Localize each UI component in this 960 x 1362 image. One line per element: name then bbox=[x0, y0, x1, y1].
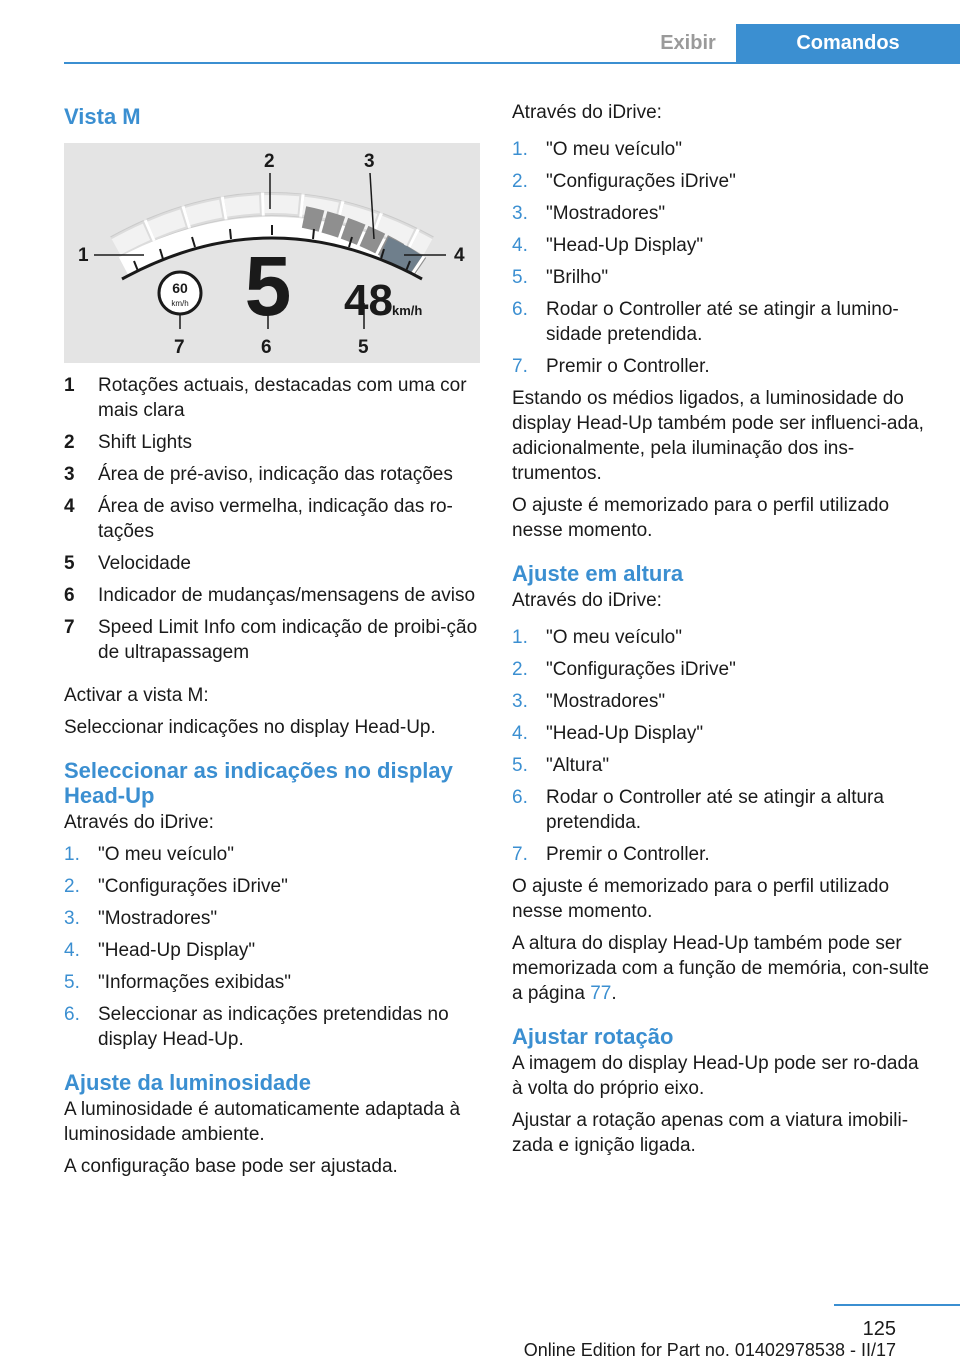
list-item: 3. "Mostradores" bbox=[512, 203, 666, 224]
list-item: 1. "O meu veículo" bbox=[512, 139, 682, 160]
callout-4: 4 bbox=[454, 245, 465, 266]
list-item: 6. Rodar o Controller até se atingir a altura pretendida. bbox=[512, 787, 884, 833]
via-idrive: Através do iDrive: bbox=[512, 590, 662, 611]
page-link-77[interactable]: 77 bbox=[590, 983, 612, 1004]
speed-value: 48 bbox=[344, 276, 393, 325]
list-item: 2. "Configurações iDrive" bbox=[64, 876, 288, 897]
header-rule bbox=[64, 62, 960, 64]
medios-note: Estando os médios ligados, a luminosidade do display Head-Up também pode ser influenci‐ada, adicionalmente, pela iluminação dos ins‐trumentos. bbox=[512, 388, 924, 484]
list-item: 6. Rodar o Controller até se atingir a lumino‐sidade pretendida. bbox=[512, 299, 899, 345]
legend-item: 1 Rotações actuais, destacadas com uma cor mais clara bbox=[64, 375, 467, 421]
memo-note: O ajuste é memorizado para o perfil utilizado nesse momento. bbox=[512, 495, 890, 541]
callout-5: 5 bbox=[358, 337, 369, 358]
list-item: 6. Seleccionar as indicações pretendidas no display Head-Up. bbox=[64, 1004, 449, 1050]
altura-memory-note: A altura do display Head-Up também pode ser memorizada com a função de memória, con‐sulte a página 77. bbox=[512, 933, 930, 1004]
edition-note: Online Edition for Part no. 01402978538 - II/17 bbox=[523, 1340, 896, 1360]
tab-exibir[interactable]: Exibir bbox=[640, 24, 736, 62]
speed-limit-unit: km/h bbox=[171, 299, 189, 308]
legend-item: 4 Área de aviso vermelha, indicação das ro‐tações bbox=[64, 496, 453, 542]
legend-item: 2 Shift Lights bbox=[64, 432, 192, 453]
list-item: 5. "Brilho" bbox=[512, 267, 609, 288]
list-item: 2. "Configurações iDrive" bbox=[512, 171, 736, 192]
legend-item: 7 Speed Limit Info com indicação de proibi‐ção de ultrapassagem bbox=[64, 617, 478, 663]
activar-label: Activar a vista M: bbox=[64, 685, 209, 706]
via-idrive: Através do iDrive: bbox=[512, 102, 662, 123]
legend-item: 5 Velocidade bbox=[64, 553, 191, 574]
page-number: 125 bbox=[862, 1318, 896, 1340]
right-column bbox=[512, 100, 930, 1165]
via-idrive: Através do iDrive: bbox=[64, 812, 214, 833]
steps-seleccionar bbox=[64, 842, 482, 1052]
list-item: 1. "O meu veículo" bbox=[64, 844, 234, 865]
luminosidade-auto: A luminosidade é automaticamente adaptada à luminosidade ambiente. bbox=[64, 1099, 461, 1145]
callout-6: 6 bbox=[261, 337, 272, 358]
speed-limit-value: 60 bbox=[172, 280, 188, 296]
luminosidade-base: A configuração base pode ser ajustada. bbox=[64, 1156, 398, 1177]
rotacao-condition: Ajustar a rotação apenas com a viatura imobili‐zada e ignição ligada. bbox=[512, 1110, 909, 1156]
legend-item: 3 Área de pré-aviso, indicação das rotações bbox=[64, 464, 453, 485]
callout-3: 3 bbox=[364, 151, 375, 172]
title-rotacao: Ajustar rotação bbox=[512, 1024, 674, 1049]
callout-7: 7 bbox=[174, 337, 185, 358]
speed-unit: km/h bbox=[392, 303, 423, 318]
footer-rule bbox=[834, 1304, 960, 1306]
list-item: 2. "Configurações iDrive" bbox=[512, 659, 736, 680]
hud-illustration bbox=[64, 143, 480, 363]
list-item: 5. "Altura" bbox=[512, 755, 610, 776]
title-luminosidade: Ajuste da luminosidade bbox=[64, 1070, 311, 1095]
speed-limit-sign bbox=[159, 272, 201, 314]
activar-instruction: Seleccionar indicações no display Head-Up. bbox=[64, 717, 436, 738]
legend-list bbox=[64, 373, 482, 665]
callout-2: 2 bbox=[264, 151, 275, 172]
list-item: 1. "O meu veículo" bbox=[512, 627, 682, 648]
list-item: 7. Premir o Controller. bbox=[512, 356, 710, 377]
memo-note: O ajuste é memorizado para o perfil utilizado nesse momento. bbox=[512, 876, 890, 922]
header-tabs bbox=[640, 24, 960, 62]
steps-brilho bbox=[512, 137, 930, 379]
list-item: 4. "Head-Up Display" bbox=[512, 235, 704, 256]
title-seleccionar: Seleccionar as indicações no display Head-Up bbox=[64, 758, 453, 808]
title-altura: Ajuste em altura bbox=[512, 561, 684, 586]
list-item: 3. "Mostradores" bbox=[64, 908, 218, 929]
list-item: 4. "Head-Up Display" bbox=[64, 940, 256, 961]
steps-altura bbox=[512, 625, 930, 867]
left-column bbox=[64, 100, 482, 1186]
callout-1: 1 bbox=[78, 245, 89, 266]
list-item: 7. Premir o Controller. bbox=[512, 844, 710, 865]
rotacao-desc: A imagem do display Head-Up pode ser ro‐dada à volta do próprio eixo. bbox=[512, 1053, 919, 1099]
list-item: 5. "Informações exibidas" bbox=[64, 972, 292, 993]
list-item: 3. "Mostradores" bbox=[512, 691, 666, 712]
title-vista-m: Vista M bbox=[64, 104, 141, 129]
hud-figure bbox=[64, 143, 480, 363]
legend-item: 6 Indicador de mudanças/mensagens de aviso bbox=[64, 585, 476, 606]
gear-indicator: 5 bbox=[244, 239, 292, 333]
list-item: 4. "Head-Up Display" bbox=[512, 723, 704, 744]
tab-comandos[interactable]: Comandos bbox=[736, 24, 960, 62]
